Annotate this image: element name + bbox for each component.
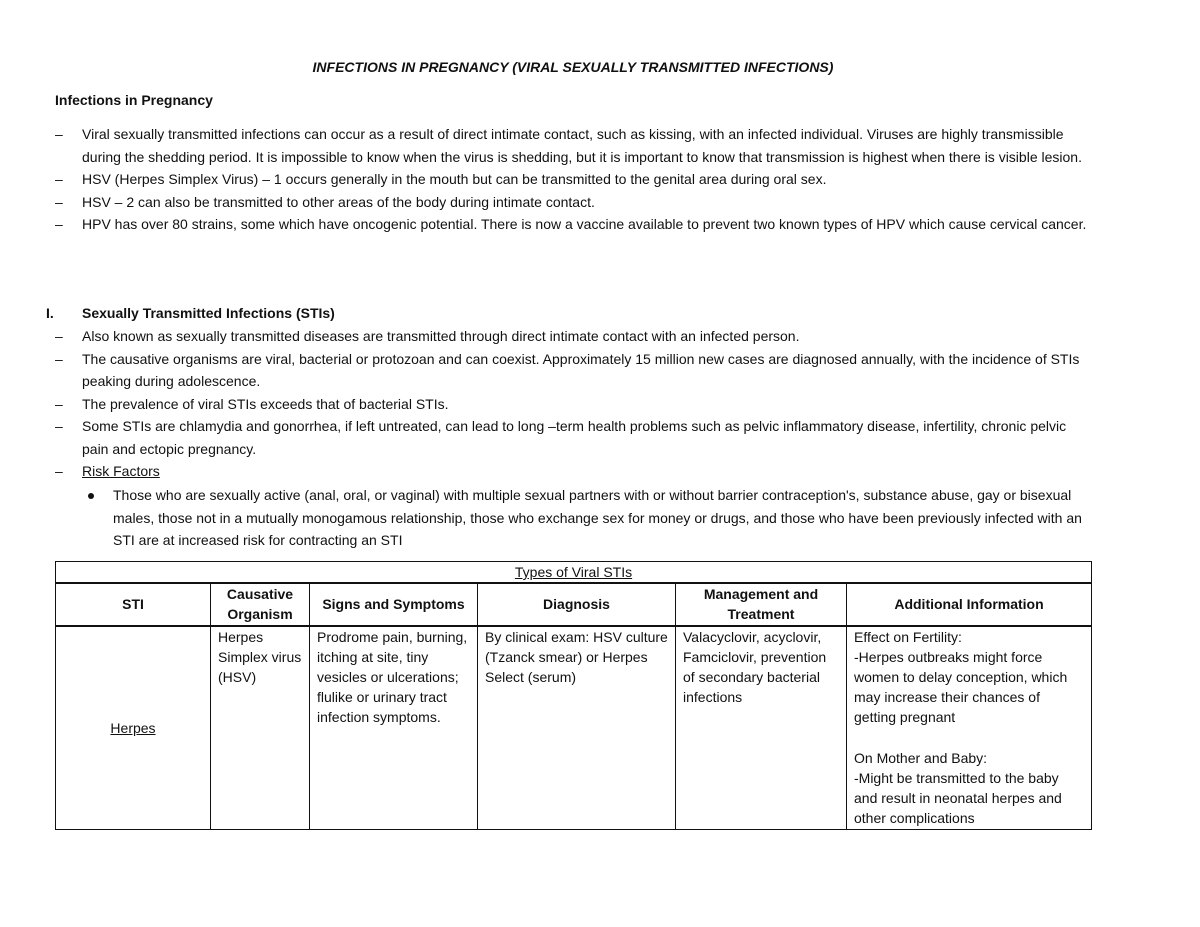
list-item — [55, 393, 1095, 416]
sti-list — [55, 325, 1095, 483]
header-sti: STI — [56, 583, 211, 625]
fertility-label: Effect on Fertility: — [854, 628, 962, 645]
list-item-text: The prevalence of viral STIs exceeds that of bacterial STIs. — [82, 395, 449, 412]
fertility-text: -Herpes outbreaks might force women to delay conception, which may increase their chances of getting pregnant — [854, 648, 1072, 726]
section-numeral: I. — [46, 305, 54, 321]
bullet-item-text: Those who are sexually active (anal, oral, or vaginal) with multiple sexual partners with or without barrier contraception's, substance abuse, gay or bisexual males, those not in a mutually monogamous relationship, those who exchange sex for money or drugs, and those who have been previously infected with an STI are at increased risk for contracting an STI — [113, 487, 1082, 548]
risk-factors-label: Risk Factors — [82, 463, 160, 479]
list-item-text: Viral sexually transmitted infections can occur as a result of direct intimate contact, such as kissing, with an infected individual. Viruses are highly transmissible during the shedding period. It is impossible to know when the virus is shedding, but it is important to know that transmission is highest when there is visible lesion. — [82, 126, 1082, 165]
dash-marker: – — [55, 171, 63, 187]
mother-baby-label: On Mother and Baby: — [854, 749, 988, 766]
cell-diagnosis: By clinical exam: HSV culture (Tzanck smear) or Herpes Select (serum) — [478, 626, 676, 830]
header-diagnosis: Diagnosis — [478, 583, 676, 625]
document-title: INFECTIONS IN PREGNANCY (VIRAL SEXUALLY TRANSMITTED INFECTIONS) — [312, 59, 834, 75]
cell-signs-and-symptoms: Prodrome pain, burning, itching at site, tiny vesicles or ulcerations; flulike or urinary tract infection symptoms. — [310, 626, 478, 830]
list-item-text: Some STIs are chlamydia and gonorrhea, if left untreated, can lead to long –term health problems such as pelvic inflammatory disease, infertility, chronic pelvic pain and ectopic pregnancy. — [82, 418, 1067, 457]
list-item-text: HSV – 2 can also be transmitted to other areas of the body during intimate contact. — [82, 193, 595, 210]
table-caption-row — [56, 562, 1092, 584]
risk-factors-bullets — [82, 484, 1095, 552]
header-causative-organism: Causative Organism — [211, 583, 310, 625]
list-item-text: HPV has over 80 strains, some which have oncogenic potential. There is now a vaccine available to prevent two known types of HPV which cause cervical cancer. — [82, 216, 1087, 232]
dash-marker: – — [55, 328, 63, 344]
list-item — [55, 415, 1095, 460]
dash-marker: – — [55, 193, 63, 210]
dash-marker: – — [55, 463, 63, 479]
cell-management-and-treatment: Valacyclovir, acyclovir, Famciclovir, prevention of secondary bacterial infections — [676, 626, 847, 830]
header-signs-and-symptoms: Signs and Symptoms — [310, 583, 478, 625]
dash-marker: – — [55, 216, 63, 232]
dash-marker: – — [55, 418, 63, 434]
dash-marker: – — [55, 126, 63, 142]
cell-sti-name: Herpes — [56, 626, 211, 830]
list-item-text: The causative organisms are viral, bacterial or protozoan and can coexist. Approximately 15 million new cases are diagnosed annually, with the incidence of STIs peaking during adolescence. — [82, 350, 1080, 389]
list-item — [55, 213, 1095, 236]
dash-marker: – — [55, 350, 63, 367]
infections-in-pregnancy-list — [55, 123, 1095, 236]
mother-baby-text: -Might be transmitted to the baby and result in neonatal herpes and other complications — [854, 770, 1066, 827]
list-item — [55, 191, 1095, 214]
header-additional-information: Additional Information — [847, 583, 1092, 625]
bullet-dot-icon — [88, 493, 94, 499]
bullet-item — [82, 484, 1095, 552]
list-item-text: HSV (Herpes Simplex Virus) – 1 occurs generally in the mouth but can be transmitted to the genital area during oral sex. — [82, 171, 827, 187]
dash-marker: – — [55, 395, 63, 412]
header-management-and-treatment: Management and Treatment — [676, 583, 847, 625]
viral-sti-table — [55, 561, 1092, 830]
list-item-risk-factors — [55, 460, 1095, 483]
section-heading-infections-in-pregnancy: Infections in Pregnancy — [55, 92, 213, 108]
section-heading-stis: Sexually Transmitted Infections (STIs) — [82, 305, 335, 321]
list-item — [55, 348, 1095, 393]
cell-additional-information — [847, 626, 1092, 830]
spacer — [854, 728, 1084, 748]
list-item-text: Also known as sexually transmitted diseases are transmitted through direct intimate contact with an infected person. — [82, 328, 800, 344]
list-item — [55, 168, 1095, 191]
table-header-row — [56, 583, 1092, 625]
table-row — [56, 626, 1092, 830]
cell-causative-organism: Herpes Simplex virus (HSV) — [211, 626, 310, 830]
list-item — [55, 325, 1095, 348]
table-caption: Types of Viral STIs — [56, 562, 1092, 584]
list-item — [55, 123, 1095, 168]
